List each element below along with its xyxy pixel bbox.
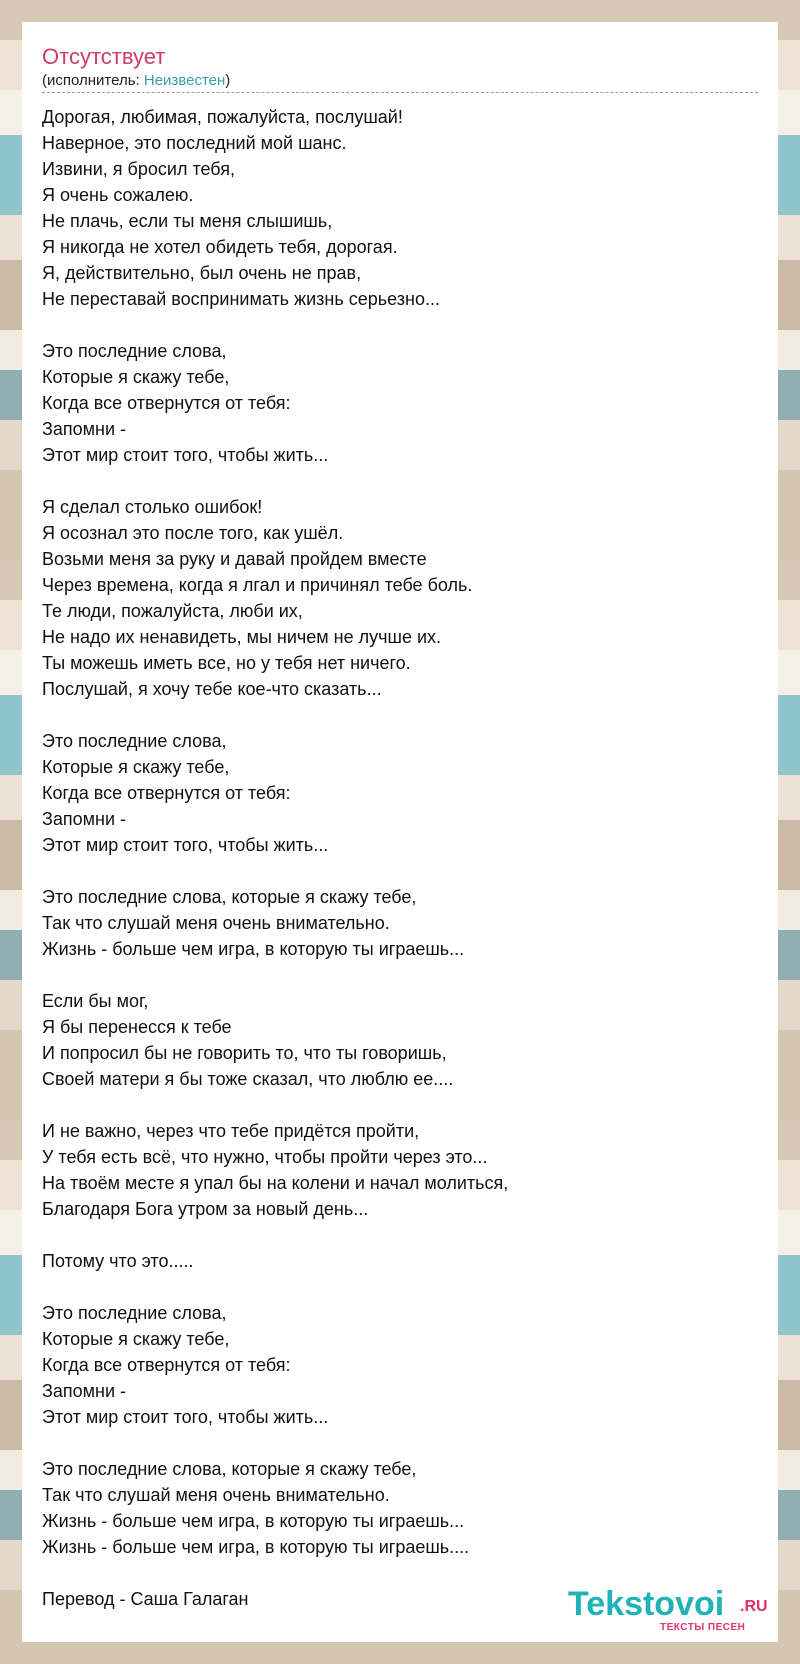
title-divider bbox=[42, 92, 758, 93]
song-title: Отсутствует bbox=[42, 44, 166, 69]
artist-prefix: (исполнитель: bbox=[42, 72, 144, 89]
site-logo[interactable] bbox=[568, 1584, 768, 1634]
logo-tld: .RU bbox=[740, 1598, 768, 1615]
artist-link[interactable]: Неизвестен bbox=[143, 72, 226, 89]
logo-name: Tekstovoi bbox=[568, 1585, 725, 1623]
logo-tagline: ТЕКСТЫ ПЕСЕН bbox=[660, 1622, 746, 1633]
lyrics-text: Дорогая, любимая, пожалуйста, послушай! Наверное, это последний мой шанс. Извини, я бросил тебя, Я очень сожалею. Не плачь, если ты меня слышишь, Я никогда не хотел обидеть тебя, дорогая. Я, действительно, был очень не прав, Не переставай воспринимать жизнь серьезно... Это последние слова, Которые я скажу тебе, Когда все отвернутся от тебя: Запомни - Этот мир стоит того, чтобы жить... Я сделал столько ошибок! Я осознал это после того, как ушёл. Возьми меня за руку и давай пройдем вместе Через времена, когда я лгал и причинял тебе боль. Те люди, пожалуйста, люби их, Не надо их ненавидеть, мы ничем не лучше их. Ты можешь иметь все, но у тебя нет ничего. Послушай, я хочу тебе кое-что сказать... Это последние слова, Которые я скажу тебе, Когда все отвернутся от тебя: Запомни - Этот мир стоит того, чтобы жить... Это последние слова, которые я скажу тебе, Так что слушай меня очень внимательно. Жизнь - больше чем игра, в которую ты играешь... Если бы мог, Я бы перенесся к тебе И попросил бы не говорить то, что ты говоришь, Своей матери я бы тоже сказал, что люблю ее.... И не важно, через что тебе придётся пройти, У тебя есть всё, что нужно, чтобы пройти через это... На твоём месте я упал бы на колени и начал молиться, Благодаря Бога утром за новый день... Потому что это..... Это последние слова, Которые я скажу тебе, Когда все отвернутся от тебя: Запомни - Этот мир стоит того, чтобы жить... Это последние слова, которые я скажу тебе, Так что слушай меня очень внимательно. Жизнь - больше чем игра, в которую ты играешь... Жизнь - больше чем игра, в которую ты играешь.... Перевод - Саша Галаган bbox=[42, 107, 509, 1609]
artist-line bbox=[42, 72, 230, 90]
lyrics-card bbox=[22, 22, 778, 1642]
artist-suffix: ) bbox=[225, 72, 231, 89]
